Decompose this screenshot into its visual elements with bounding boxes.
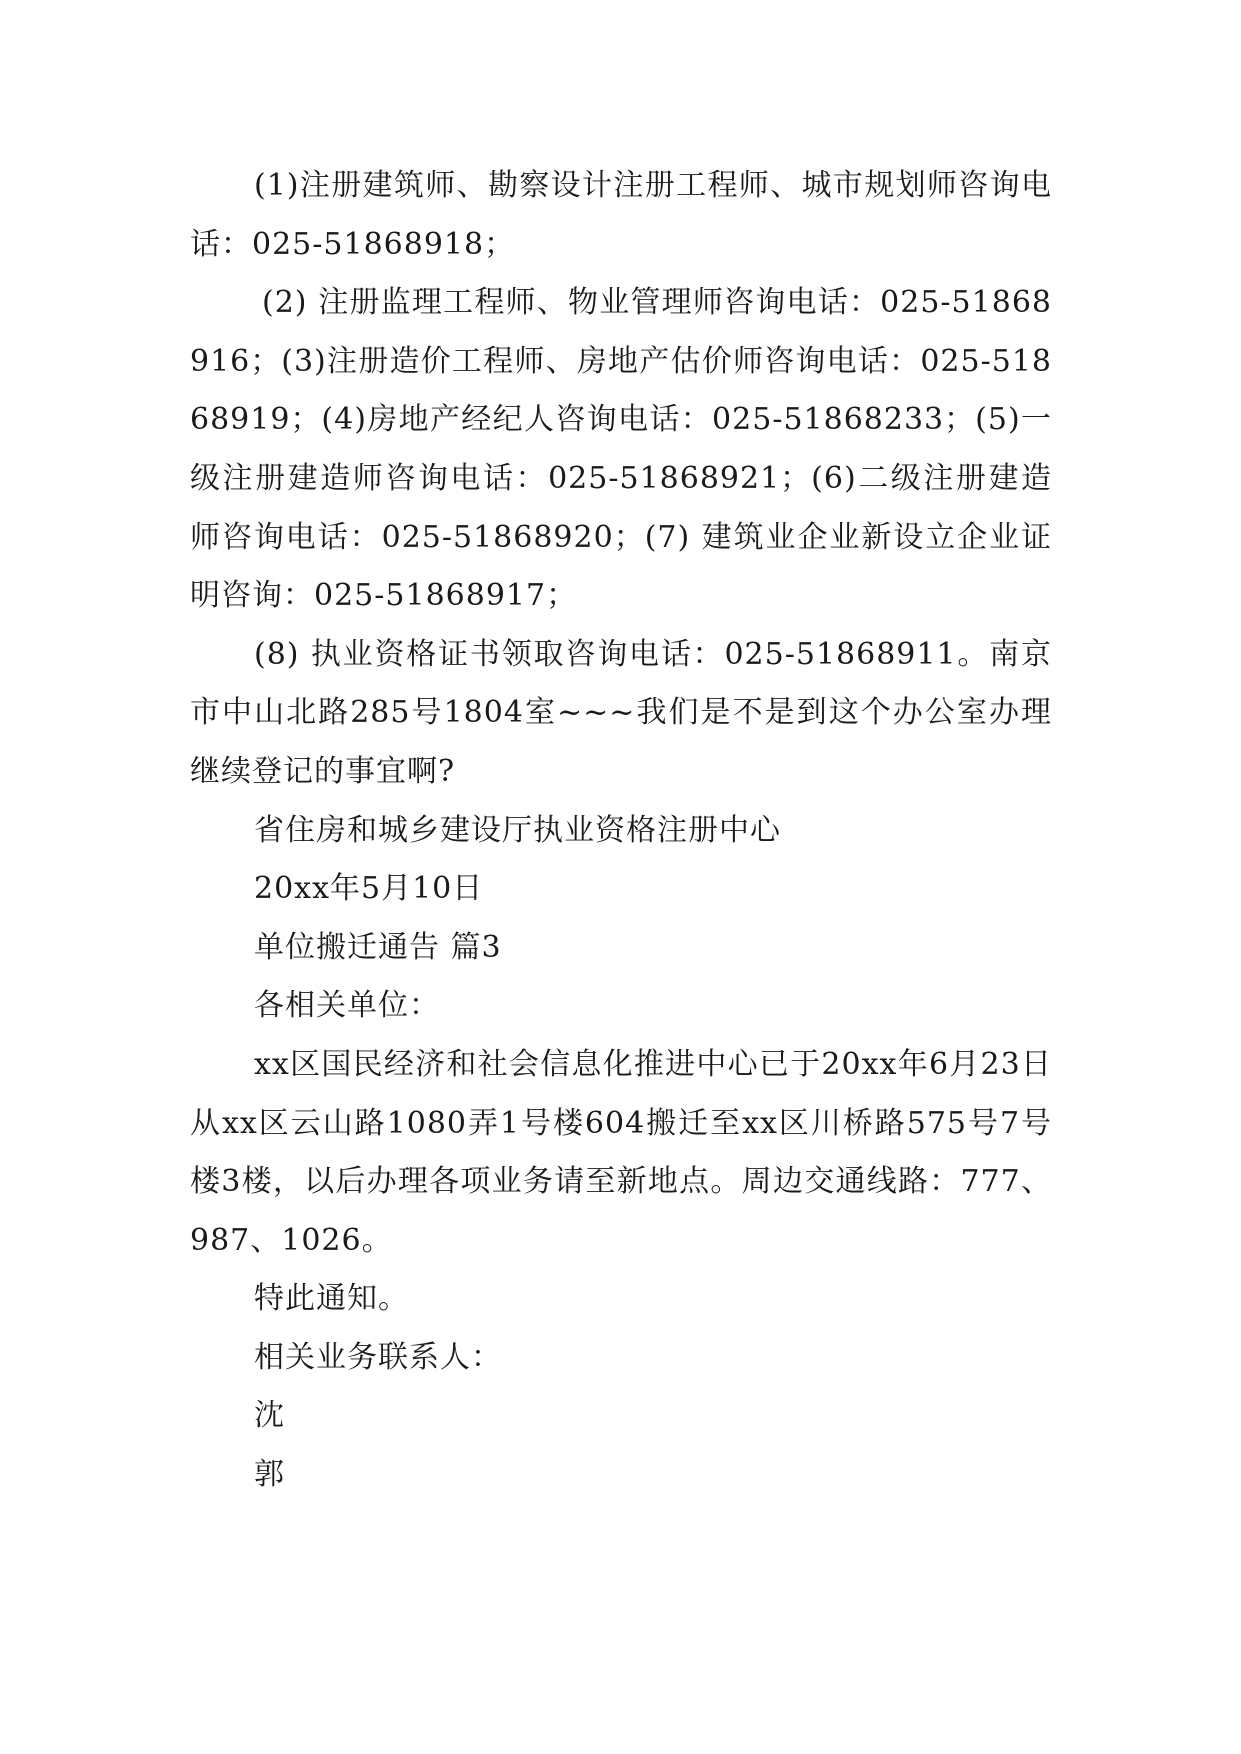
issue-date: 20xx年5月10日	[254, 871, 484, 907]
contacts-label: 相关业务联系人：	[254, 1339, 502, 1375]
contact-guo: 郭	[254, 1457, 285, 1493]
document-body	[190, 157, 1052, 1505]
paragraph-relocation: xx区国民经济和社会信息化推进中心已于20xx年6月23日从xx区云山路1080弄1号楼604搬迁至xx区川桥路575号7号楼3楼，以后办理各项业务请至新地点。周边交通线路：777、987、1026。	[190, 1046, 1052, 1258]
paragraph-certificate-pickup: (8) 执业资格证书领取咨询电话：025-51868911。南京市中山北路285号1804室~~~我们是不是到这个办公室办理继续登记的事宜啊?	[190, 636, 1052, 789]
issuer-name: 省住房和城乡建设厅执业资格注册中心	[254, 812, 781, 848]
notice-closing: 特此通知。	[254, 1281, 409, 1317]
paragraph-consult-architect: (1)注册建筑师、勘察设计注册工程师、城市规划师咨询电话：025-51868918；	[190, 168, 1052, 262]
salutation: 各相关单位：	[254, 988, 440, 1024]
section-heading: 单位搬迁通告 篇3	[254, 929, 502, 965]
contact-shen: 沈	[254, 1398, 285, 1434]
paragraph-consult-list: (2) 注册监理工程师、物业管理师咨询电话：025-51868916；(3)注册造价工程师、房地产估价师咨询电话：025-51868919；(4)房地产经纪人咨询电话：025-51868233；(5)一级注册建造师咨询电话：025-51868921；(6)二级注册建造师咨询电话：025-51868920；(7) 建筑业企业新设立企业证明咨询：025-51868917；	[190, 285, 1052, 614]
